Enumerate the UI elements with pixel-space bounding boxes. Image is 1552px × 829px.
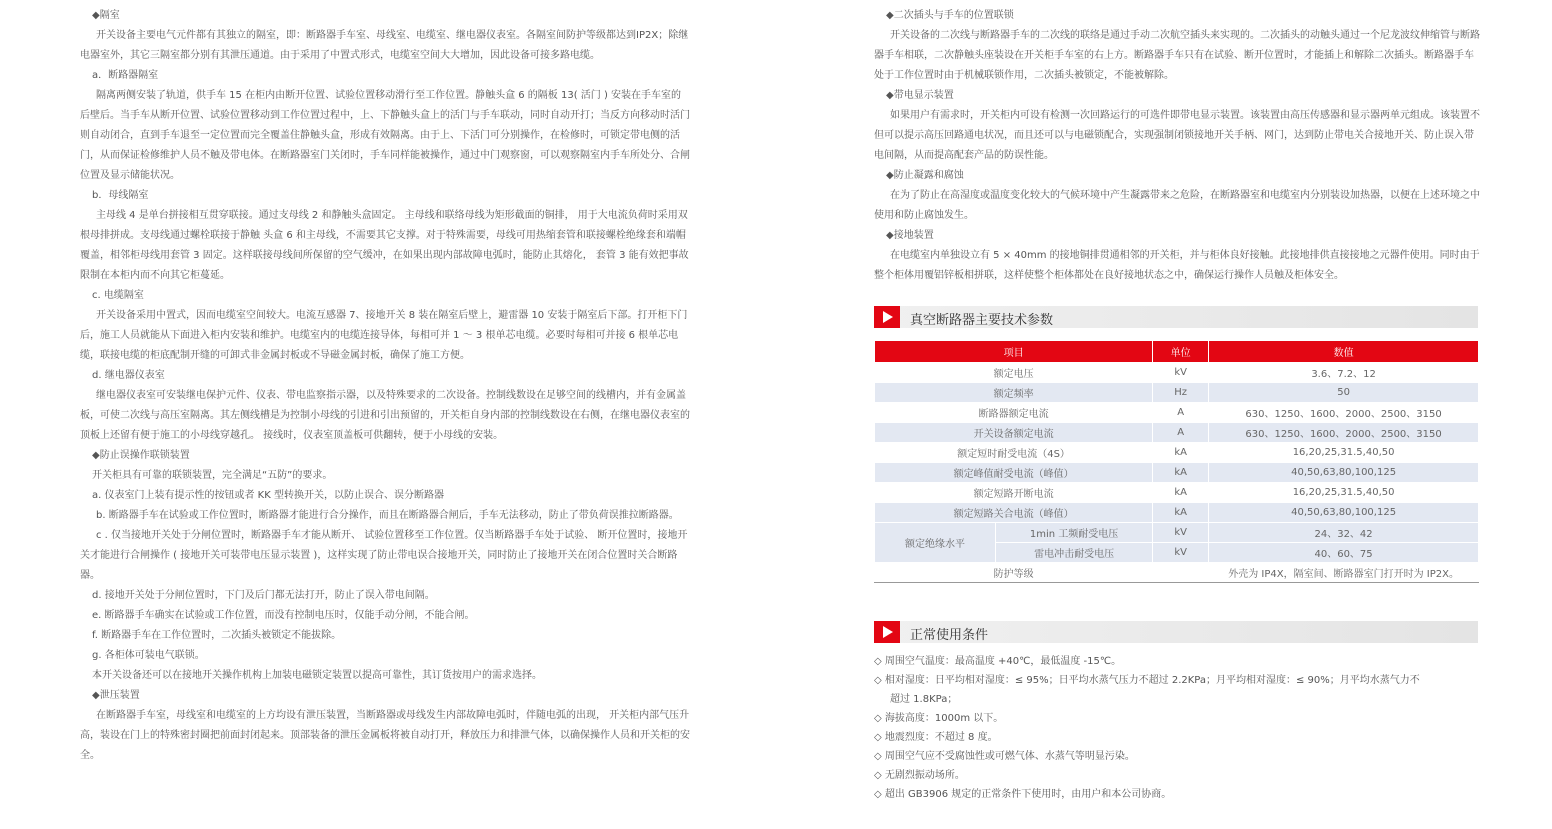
cell-value: 16,20,25,31.5,40,50 — [1209, 483, 1479, 503]
cell-item: 防护等级 — [875, 563, 1153, 583]
paragraph: c . 仅当接地开关处于分闸位置时，断路器手车才能从断开、 试验位置移至工作位置。仅当断路器手车处于试验、 断开位置时，接地开关才能进行合闸操作 ( 接地开关可装带电压显示装置 )，这样实现了防止带电误合接地开关，同时防止了接地开关在闭合位置时关合断路器。 — [80, 530, 688, 581]
cell-value: 630、1250、1600、2000、2500、3150 — [1209, 423, 1479, 443]
cell-item: 开关设备额定电流 — [875, 423, 1153, 443]
cell-unit: kV — [1153, 363, 1209, 383]
cell-value: 50 — [1209, 383, 1479, 403]
cell-value: 40、60、75 — [1209, 543, 1479, 563]
paragraph: ◆二次插头与手车的位置联锁 — [886, 10, 1014, 21]
cell-unit: kV — [1153, 523, 1209, 543]
table-row — [875, 463, 1479, 483]
paragraph: ◆接地装置 — [886, 230, 934, 241]
paragraph: ◆防止凝露和腐蚀 — [886, 170, 964, 181]
cell-subitem: 1min 工频耐受电压 — [996, 523, 1153, 543]
paragraph: 继电器仪表室可安装继电保护元件、仪表、带电监察指示器，以及特殊要求的二次设备。控制线数设在足够空间的线槽内，并有金属盖板，可使二次线与高压室隔离。其左侧线槽是为控制小母线的引进和引出预留的，开关柜自身内部的控制线数设在右侧，在继电器仪表室的顶板上还留有便于施工的小母线穿越孔。 接线时，仪表室顶盖板可供翻转，便于小母线的安装。 — [80, 390, 690, 441]
cell-unit: kA — [1153, 443, 1209, 463]
paragraph: e. 断路器手车确实在试验或工作位置，而没有控制电压时，仅能手动分闸，不能合闸。 — [92, 610, 475, 621]
cell-value: 24、32、42 — [1209, 523, 1479, 543]
paragraph: 隔离两侧安装了轨道，供手车 15 在柜内由断开位置、试验位置移动滑行至工作位置。静触头盒 6 的隔板 13( 活门 ) 安装在手车室的后壁后。当手车从断开位置、试验位置移动到工作位置过程中，上、下静触头盒上的活门与手车联动，同时自动开打；当反方向移动时活门则自动闭合，直到手车退至一定位置而完全覆盖住静触头盒，形成有效隔离。由于上、下活门可分别操作，在检修时，可锁定带电侧的活门，从而保证检修维护人员不触及带电体。在断路器室门关闭时，手车同样能被操作，通过中门观察窗，可以观察隔室内手车所处分、合闸位置及显示储能状况。 — [80, 90, 690, 181]
paragraph: b．母线隔室 — [92, 190, 149, 201]
paragraph: 开关设备采用中置式，因而电缆室空间较大。电流互感器 7、接地开关 8 装在隔室后壁上，避雷器 10 安装于隔室后下部。打开柜下门后，施工人员就能从下面进入柜内安装和维护。电缆室内的电缆连接导体，每相可并 1 ～ 3 根单芯电缆。必要时每相可并接 6 根单芯电缆，联接电缆的柜底配制开缝的可卸式非金属封板或不导磁金属封板，确保了施工方便。 — [80, 310, 688, 361]
cell-item: 断路器额定电流 — [875, 403, 1153, 423]
condition-item: ◇ 相对湿度：日平均相对湿度：≤ 95%；日平均水蒸气压力不超过 2.2KPa；月平均相对湿度：≤ 90%；月平均水蒸气力不 — [874, 675, 1420, 686]
table-header-unit: 单位 — [1153, 341, 1209, 363]
cell-unit: A — [1153, 423, 1209, 443]
conditions-list — [874, 652, 1480, 804]
paragraph: 在为了防止在高湿度或温度变化较大的气候环境中产生凝露带来之危险，在断路器室和电缆室内分别装设加热器，以便在上述环境之中使用和防止腐蚀发生。 — [874, 190, 1480, 221]
section-title: 正常使用条件 — [910, 628, 989, 643]
cell-item: 额定峰值耐受电流（峰值） — [875, 463, 1153, 483]
cell-item: 额定绝缘水平 — [875, 523, 996, 563]
paragraph: 在断路器手车室，母线室和电缆室的上方均设有泄压装置，当断路器或母线发生内部故障电弧时，伴随电弧的出现， 开关柜内部气压升高，装设在门上的特殊密封圈把前面封闭起来。顶部装备的泄压金属板将被自动打开，释放压力和排泄气体，以确保操作人员和开关柜的安全。 — [80, 710, 690, 761]
cell-unit: A — [1153, 403, 1209, 423]
paragraph: b. 断路器手车在试验或工作位置时，断路器才能进行合分操作，而且在断路器合闸后，手车无法移动，防止了带负荷误推拉断路器。 — [96, 510, 679, 521]
condition-item: ◇ 地震烈度：不超过 8 度。 — [874, 732, 998, 743]
section-header-specs — [874, 306, 1478, 328]
paragraph: c. 电缆隔室 — [92, 290, 144, 301]
paragraph: a．断路器隔室 — [92, 70, 159, 81]
condition-item: ◇ 周围空气应不受腐蚀性或可燃气体、水蒸气等明显污染。 — [874, 751, 1135, 762]
cell-value: 40,50,63,80,100,125 — [1209, 463, 1479, 483]
paragraph: d. 继电器仪表室 — [92, 370, 165, 381]
cell-unit: kA — [1153, 483, 1209, 503]
table-row — [875, 503, 1479, 523]
condition-item: ◇ 无剧烈振动场所。 — [874, 770, 965, 781]
cell-item: 额定频率 — [875, 383, 1153, 403]
table-row — [875, 423, 1479, 443]
cell-value: 630、1250、1600、2000、2500、3150 — [1209, 403, 1479, 423]
condition-item: ◇ 周围空气温度：最高温度 +40℃，最低温度 -15℃。 — [874, 656, 1122, 667]
paragraph: d. 接地开关处于分闸位置时，下门及后门都无法打开，防止了误入带电间隔。 — [92, 590, 435, 601]
paragraph: 主母线 4 是单台拼接相互贯穿联接。通过支母线 2 和静触头盒固定。 主母线和联络母线为矩形截面的铜排， 用于大电流负荷时采用双根母排拼成。支母线通过螺栓联接于静触 头盒 6 和主母线，不需要其它支撑。对于特殊需要，母线可用热缩套管和联接螺栓绝缘套和端帽覆盖，相邻柜母线用套管 3 固定。这样联接母线间所保留的空气缓冲，在如果出现内部故障电弧时，能防止其熔化， 套管 3 能有效把事故限制在本柜内而不向其它柜蔓延。 — [80, 210, 689, 281]
paragraph: ◆带电显示装置 — [886, 90, 954, 101]
cell-unit: kV — [1153, 543, 1209, 563]
paragraph: ◆防止误操作联锁装置 — [92, 450, 190, 461]
table-row — [875, 363, 1479, 383]
table-row — [875, 443, 1479, 463]
play-arrow-icon — [874, 621, 900, 643]
table-header-value: 数值 — [1209, 341, 1479, 363]
cell-unit: kA — [1153, 503, 1209, 523]
table-header-item: 项目 — [875, 341, 1153, 363]
cell-value: 16,20,25,31.5,40,50 — [1209, 443, 1479, 463]
paragraph: g. 各柜体可装电气联锁。 — [92, 650, 205, 661]
left-column — [80, 6, 690, 766]
paragraph: ◆泄压装置 — [92, 690, 140, 701]
paragraph: 开关设备主要电气元件都有其独立的隔室，即：断路器手车室、母线室、电缆室、继电器仪表室。各隔室间防护等级都达到IP2X；除继电器室外，其它三隔室都分别有其泄压通道。由于采用了中置式形式，电缆室空间大大增加，因此设备可接多路电缆。 — [80, 30, 689, 61]
table-row — [875, 383, 1479, 403]
paragraph: 本开关设备还可以在接地开关操作机构上加装电磁锁定装置以提高可靠性，其订货按用户的需求选择。 — [92, 670, 542, 681]
condition-item: ◇ 海拔高度：1000m 以下。 — [874, 713, 1004, 724]
cell-value: 40,50,63,80,100,125 — [1209, 503, 1479, 523]
cell-item: 额定短路关合电流（峰值） — [875, 503, 1153, 523]
paragraph: ◆隔室 — [92, 10, 120, 21]
paragraph: 开关柜具有可靠的联锁装置，完全满足“五防”的要求。 — [92, 470, 333, 481]
paragraph: f. 断路器手车在工作位置时，二次插头被锁定不能拔除。 — [92, 630, 342, 641]
paragraph: 如果用户有需求时，开关柜内可设有检测一次回路运行的可选件即带电显示装置。该装置由高压传感器和显示器两单元组成。该装置不但可以提示高压回路通电状况，而且还可以与电磁锁配合，实现强制闭锁接地开关手柄、网门，达到防止带电关合接地开关、防止误入带电间隔，从而提高配套产品的防误性能。 — [874, 110, 1480, 161]
table-row — [875, 563, 1479, 583]
cell-item: 额定短路开断电流 — [875, 483, 1153, 503]
table-row — [875, 523, 1479, 543]
section-header-conditions — [874, 621, 1478, 643]
table-header-row — [875, 341, 1479, 363]
cell-unit: kA — [1153, 463, 1209, 483]
section-title: 真空断路器主要技术参数 — [910, 313, 1054, 328]
paragraph: a. 仪表室门上装有提示性的按钮或者 KK 型转换开关，以防止误合、误分断路器 — [92, 490, 444, 501]
cell-unit: Hz — [1153, 383, 1209, 403]
cell-unit — [1153, 563, 1209, 583]
right-column — [874, 6, 1480, 286]
table-row — [875, 403, 1479, 423]
table-row — [875, 483, 1479, 503]
condition-item: ◇ 超出 GB3906 规定的正常条件下使用时，由用户和本公司协商。 — [874, 789, 1172, 800]
paragraph: 在电缆室内单独设立有 5 × 40mm 的接地铜排贯通相邻的开关柜，并与柜体良好接触。此接地排供直接接地之元器件使用。同时由于整个柜体用覆铝锌板相拼联，这样使整个柜体都处在良好接地状态之中，确保运行操作人员触及柜体安全。 — [874, 250, 1480, 281]
condition-item: 超过 1.8KPa； — [890, 694, 958, 705]
play-arrow-icon — [874, 306, 900, 328]
cell-subitem: 雷电冲击耐受电压 — [996, 543, 1153, 563]
cell-item: 额定短时耐受电流（4S） — [875, 443, 1153, 463]
cell-value: 外壳为 IP4X，隔室间、断路器室门打开时为 IP2X。 — [1209, 563, 1479, 583]
paragraph: 开关设备的二次线与断路器手车的二次线的联络是通过手动二次航空插头来实现的。二次插头的动触头通过一个尼龙波纹伸缩管与断路器手车相联，二次静触头座装设在开关柜手车室的右上方。断路器手车只有在试验、断开位置时，才能插上和解除二次插头。断路器手车处于工作位置时由于机械联锁作用，二次插头被锁定，不能被解除。 — [874, 30, 1480, 81]
cell-item: 额定电压 — [875, 363, 1153, 383]
spec-table — [874, 340, 1479, 583]
cell-value: 3.6、7.2、12 — [1209, 363, 1479, 383]
